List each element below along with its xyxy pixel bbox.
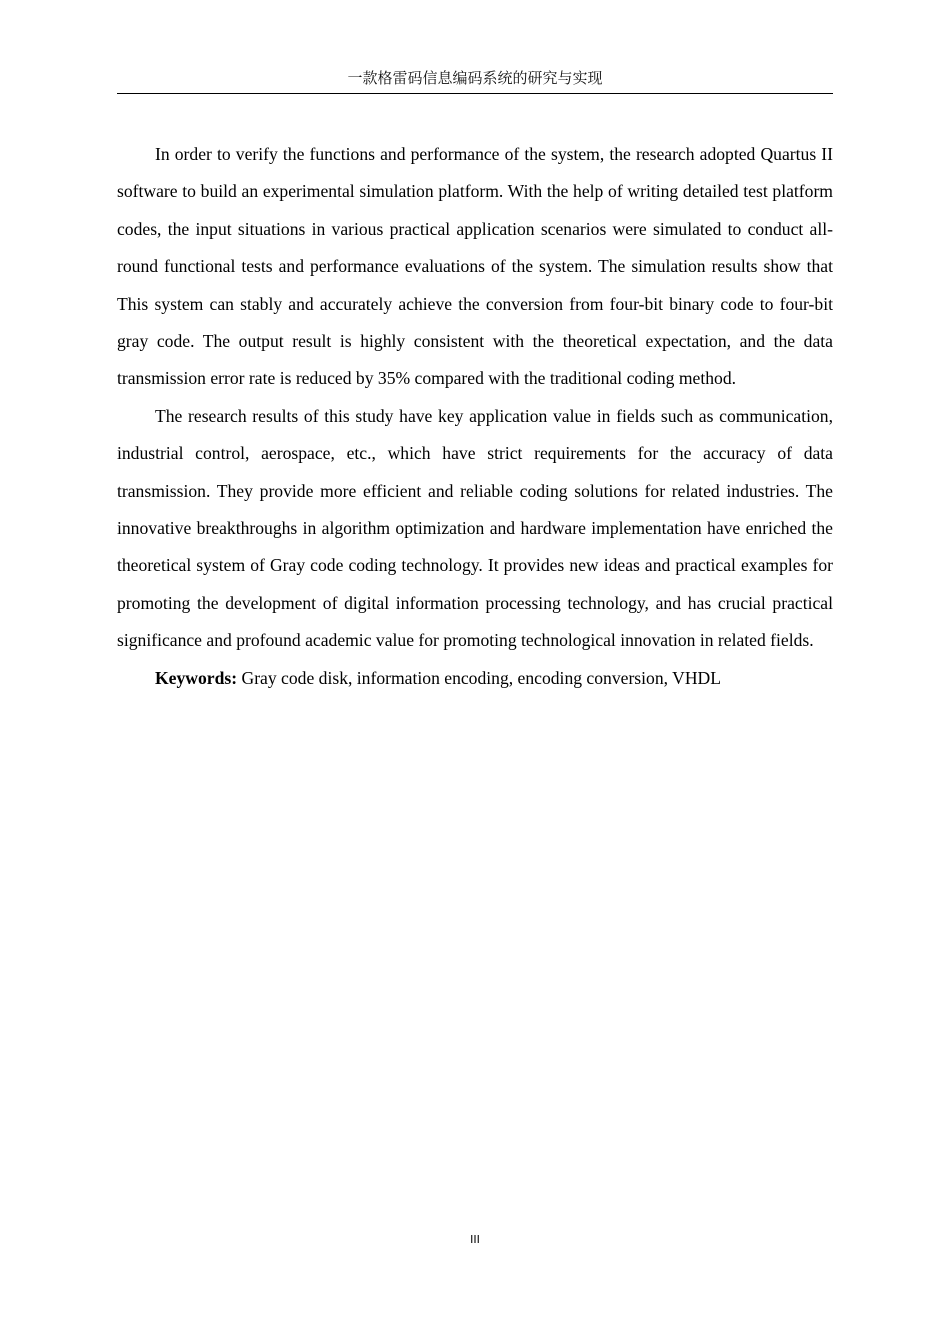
keywords-label: Keywords: xyxy=(155,667,238,688)
keywords-line xyxy=(117,660,833,697)
abstract-paragraph-1: In order to verify the functions and performance of the system, the research adopted Quartus II software to build an experimental simulation platform. With the help of writing detailed test platform codes, the input situations in various practical application scenarios were simulated to conduct all-round functional tests and performance evaluations of the system. The simulation results show that This system can stably and accurately achieve the conversion from four-bit binary code to four-bit gray code. The output result is highly consistent with the theoretical expectation, and the data transmission error rate is reduced by 35% compared with the traditional coding method. xyxy=(117,144,833,389)
abstract-paragraph-2: The research results of this study have key application value in fields such as communication, industrial control, aerospace, etc., which have strict requirements for the accuracy of data transmission. They provide more efficient and reliable coding solutions for related industries. The innovative breakthroughs in algorithm optimization and hardware implementation have enriched the theoretical system of Gray code coding technology. It provides new ideas and practical examples for promoting the development of digital information processing technology, and has crucial practical significance and profound academic value for promoting technological innovation in related fields. xyxy=(117,405,833,651)
abstract-body xyxy=(117,136,833,697)
page-number: III xyxy=(470,1233,480,1246)
header-rule xyxy=(117,93,833,94)
keywords-text: Gray code disk, information encoding, encoding conversion, VHDL xyxy=(237,667,721,688)
running-header: 一款格雷码信息编码系统的研究与实现 xyxy=(347,69,603,87)
